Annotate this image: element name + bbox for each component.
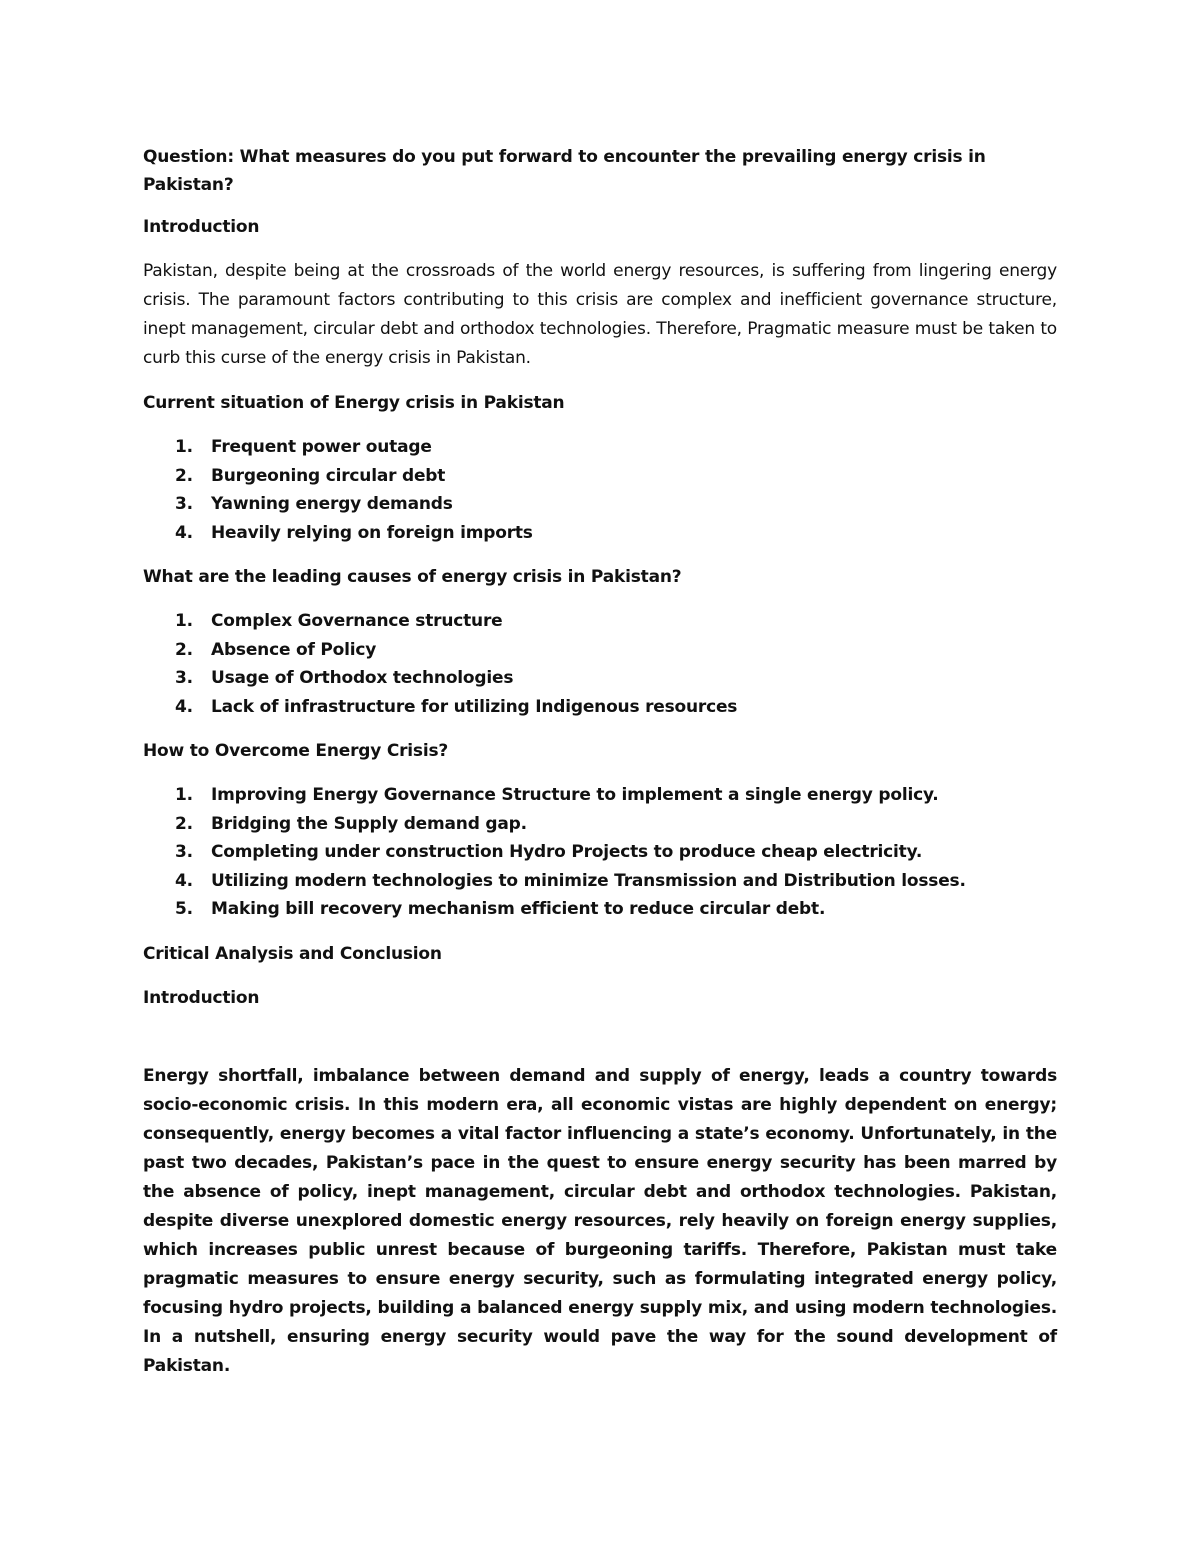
list-item-text: Utilizing modern technologies to minimize Transmission and Distribution losses. (211, 870, 966, 891)
list-item (143, 693, 1057, 722)
list-item-number: 3. (175, 494, 193, 514)
list-item-number: 4. (175, 696, 193, 717)
current-situation-heading: Current situation of Energy crisis in Pakistan (143, 393, 565, 413)
list-item-text: Absence of Policy (211, 639, 377, 660)
list-item (143, 433, 1057, 462)
list-item-number: 4. (175, 870, 193, 891)
current-situation-list (143, 433, 1057, 547)
overcome-list (143, 781, 1057, 924)
blank-line (143, 1028, 1057, 1062)
list-item-number: 5. (175, 899, 193, 919)
list-item (143, 838, 1057, 867)
causes-heading: What are the leading causes of energy crisis in Pakistan? (143, 567, 682, 587)
introduction-heading: Introduction (143, 217, 260, 237)
list-item-number: 4. (175, 522, 193, 543)
list-item-text: Improving Energy Governance Structure to implement a single energy policy. (211, 785, 939, 805)
list-item-number: 2. (175, 465, 193, 486)
list-item (143, 519, 1057, 548)
list-item-text: Usage of Orthodox technologies (211, 668, 514, 688)
list-item (143, 867, 1057, 896)
causes-list (143, 607, 1057, 721)
list-item-number: 3. (175, 842, 193, 862)
list-item-text: Bridging the Supply demand gap. (211, 813, 527, 834)
list-item (143, 895, 1057, 924)
question-heading: Question: What measures do you put forward to encounter the prevailing energy crisis in Pakistan? (143, 147, 986, 195)
list-item (143, 664, 1057, 693)
list-item (143, 490, 1057, 519)
list-item-number: 1. (175, 785, 193, 805)
list-item-number: 2. (175, 813, 193, 834)
list-item-text: Yawning energy demands (211, 494, 453, 514)
list-item-text: Burgeoning circular debt (211, 465, 446, 486)
conclusion-heading: Critical Analysis and Conclusion (143, 943, 442, 964)
list-item (143, 462, 1057, 491)
list-item-text: Complex Governance structure (211, 611, 503, 631)
document-page (143, 143, 1057, 1397)
list-item (143, 781, 1057, 810)
list-item-number: 1. (175, 437, 193, 457)
list-item-text: Frequent power outage (211, 437, 432, 457)
list-item (143, 636, 1057, 665)
list-item-number: 2. (175, 639, 193, 660)
list-item (143, 810, 1057, 839)
introduction-heading-2: Introduction (143, 987, 260, 1008)
overcome-heading: How to Overcome Energy Crisis? (143, 741, 449, 761)
list-item-text: Lack of infrastructure for utilizing Indigenous resources (211, 696, 738, 717)
list-item-number: 1. (175, 611, 193, 631)
list-item-text: Making bill recovery mechanism efficient to reduce circular debt. (211, 899, 826, 919)
list-item-text: Completing under construction Hydro Projects to produce cheap electricity. (211, 842, 923, 862)
list-item-number: 3. (175, 668, 193, 688)
list-item-text: Heavily relying on foreign imports (211, 522, 533, 543)
list-item (143, 607, 1057, 636)
introduction-paragraph: Pakistan, despite being at the crossroads of the world energy resources, is suffering from lingering energy crisis. The paramount factors contributing to this crisis are complex and inefficient governance structure, inept management, circular debt and orthodox technologies. Therefore, Pragmatic measure must be taken to curb this curse of the energy crisis in Pakistan. (143, 261, 1057, 368)
final-paragraph: Energy shortfall, imbalance between demand and supply of energy, leads a country towards socio-economic crisis. In this modern era, all economic vistas are highly dependent on energy; consequently, energy becomes a vital factor influencing a state’s economy. Unfortunately, in the past two decades, Pakistan’s pace in the quest to ensure energy security has been marred by the absence of policy, inept management, circular debt and orthodox technologies. Pakistan, despite diverse unexplored domestic energy resources, rely heavily on foreign energy supplies, which increases public unrest because of burgeoning tariffs. Therefore, Pakistan must take pragmatic measures to ensure energy security, such as formulating integrated energy policy, focusing hydro projects, building a balanced energy supply mix, and using modern technologies. In a nutshell, ensuring energy security would pave the way for the sound development of Pakistan. (143, 1065, 1057, 1376)
